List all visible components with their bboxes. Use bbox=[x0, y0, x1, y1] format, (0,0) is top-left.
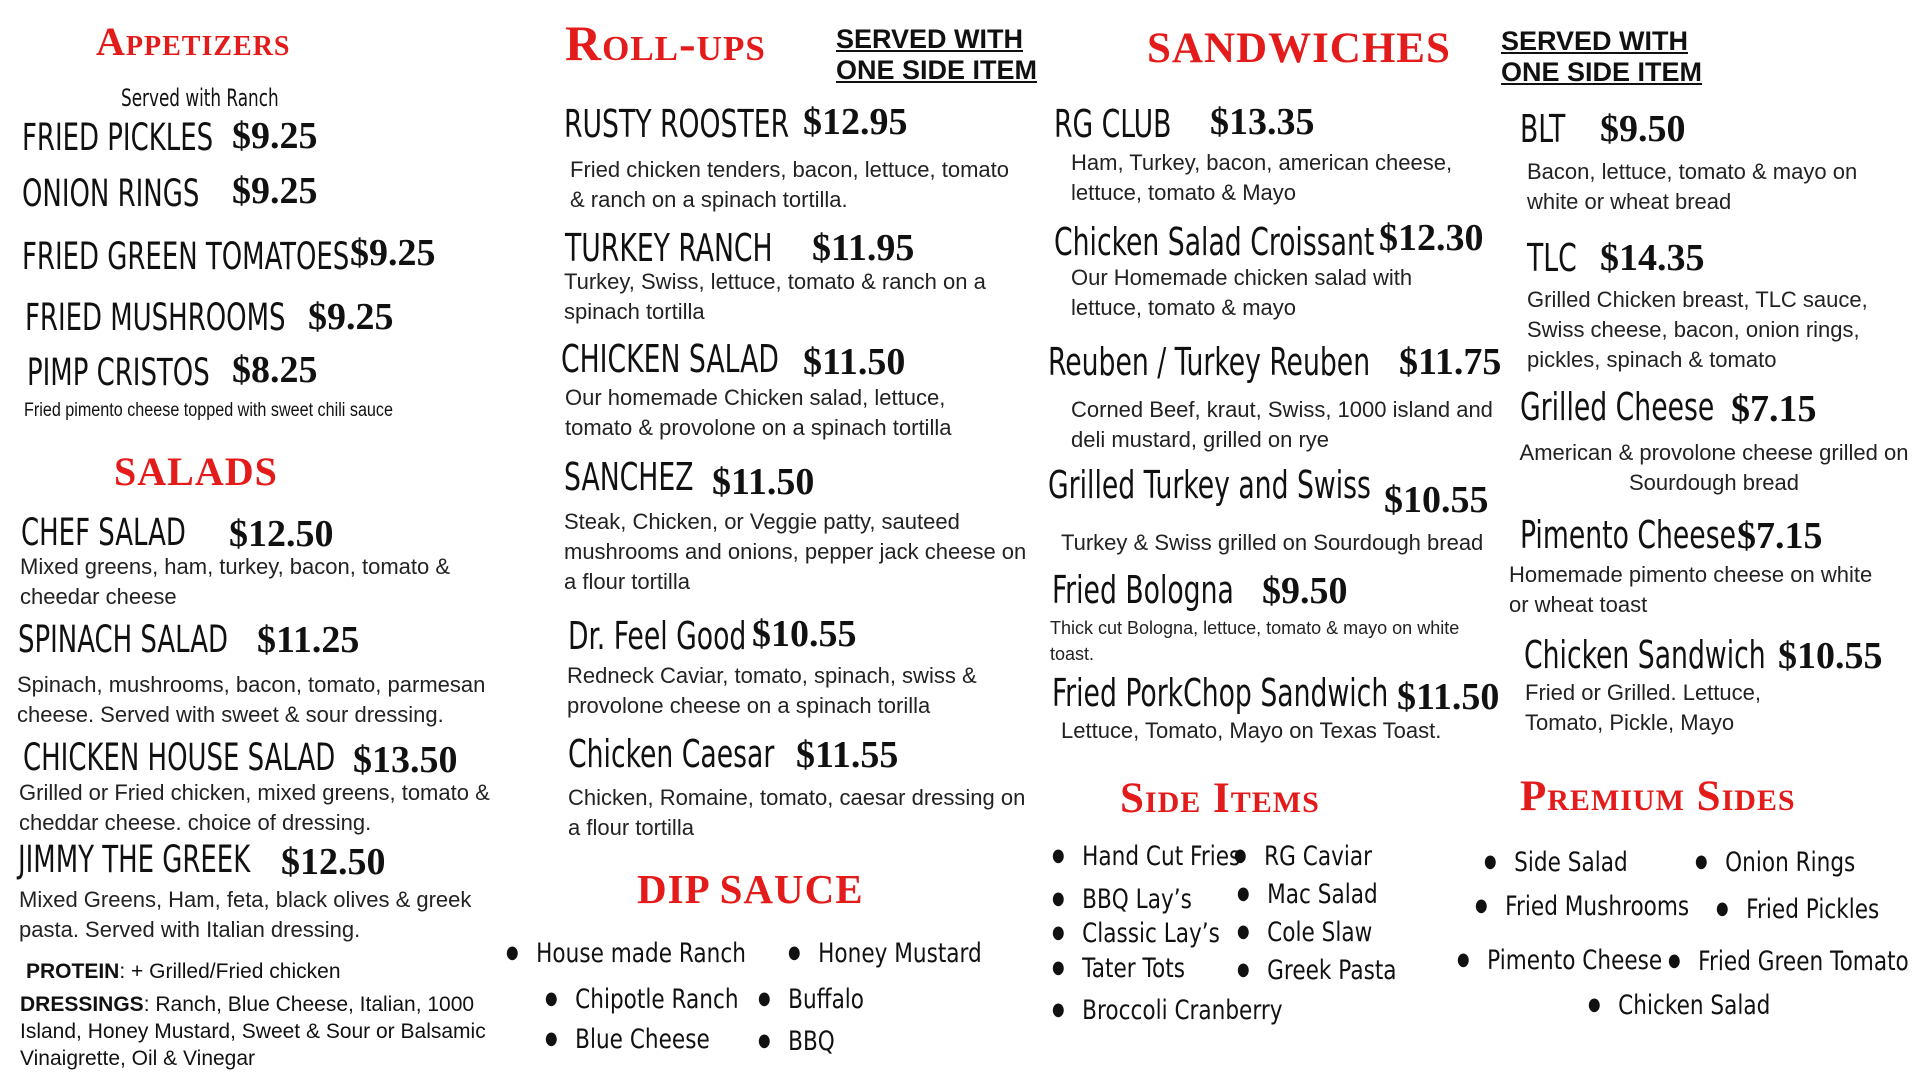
menu-item-name: Pimento Cheese bbox=[1520, 513, 1737, 557]
menu-item-desc: Lettuce, Tomato, Mayo on Texas Toast. bbox=[1061, 718, 1442, 743]
menu-item-price: $11.50 bbox=[803, 341, 906, 383]
menu-item-price: $13.35 bbox=[1210, 101, 1315, 143]
menu-item-price: $11.50 bbox=[712, 461, 815, 503]
menu-item-price: $12.50 bbox=[281, 841, 386, 883]
served-line-1: SERVED WITH bbox=[1501, 26, 1689, 56]
dressings-note bbox=[20, 991, 490, 1072]
menu-item-desc: Chicken, Romaine, tomato, caesar dressing on a flour tortilla bbox=[568, 785, 1026, 840]
menu-item-name: CHICKEN SALAD bbox=[561, 337, 779, 381]
menu-item-desc: Turkey & Swiss grilled on Sourdough bread bbox=[1061, 530, 1484, 555]
menu-item-desc: Our homemade Chicken salad, lettuce, tomato & provolone on a spinach tortilla bbox=[565, 385, 952, 440]
menu-item-desc: Fried chicken tenders, bacon, lettuce, tomato & ranch on a spinach tortilla. bbox=[570, 157, 1010, 212]
premium-side-item: ● Pimento Cheese bbox=[1457, 945, 1662, 976]
sandwiches-served-note-left bbox=[1501, 26, 1703, 88]
menu-item-name: PIMP CRISTOS bbox=[27, 351, 210, 394]
menu-item-name: Chicken Caesar bbox=[568, 732, 775, 776]
side-item: ● Mac Salad bbox=[1237, 879, 1378, 910]
appetizers-heading: Appetizers bbox=[96, 19, 291, 64]
menu-item-desc: American & provolone cheese grilled on Sourdough bread bbox=[1519, 440, 1909, 495]
appetizers-subtitle: Served with Ranch bbox=[121, 84, 279, 112]
dip-sauce-heading: DIP SAUCE bbox=[637, 866, 864, 912]
rollups-heading: Roll-ups bbox=[565, 15, 766, 71]
menu-item-price: $12.50 bbox=[229, 513, 334, 555]
menu-item-price: $10.55 bbox=[1778, 635, 1883, 677]
menu-item-desc: Spinach, mushrooms, bacon, tomato, parmesan cheese. Served with sweet & sour dressing. bbox=[17, 672, 486, 727]
side-items-heading: Side Items bbox=[1120, 775, 1320, 822]
menu-item-name: FRIED GREEN TOMATOES bbox=[22, 235, 350, 278]
menu-item-name: Reuben / Turkey Reuben bbox=[1048, 340, 1371, 384]
salads-heading: SALADS bbox=[114, 449, 278, 494]
premium-side-item: ● Chicken Salad bbox=[1588, 990, 1770, 1021]
menu-item-name: JIMMY THE GREEK bbox=[18, 838, 251, 881]
menu-item-name: RG CLUB bbox=[1054, 102, 1172, 146]
premium-side-item: ● Side Salad bbox=[1484, 847, 1628, 878]
menu-item-desc: Grilled or Fried chicken, mixed greens, tomato & cheddar cheese. choice of dressing. bbox=[19, 780, 490, 835]
menu-item-desc: Turkey, Swiss, lettuce, tomato & ranch on a spinach tortilla bbox=[564, 269, 986, 324]
menu-item-name: ONION RINGS bbox=[22, 172, 200, 215]
menu-item-name: TURKEY RANCH bbox=[565, 226, 773, 270]
menu-item-desc: Redneck Caviar, tomato, spinach, swiss & provolone cheese on a spinach torilla bbox=[567, 663, 977, 718]
menu-item-price: $9.50 bbox=[1600, 108, 1686, 150]
protein-text: : + Grilled/Fried chicken bbox=[119, 960, 341, 983]
side-item: ● RG Caviar bbox=[1234, 841, 1372, 872]
dip-sauce-item: ● Chipotle Ranch bbox=[545, 984, 739, 1015]
menu-item-desc: Ham, Turkey, bacon, american cheese, lettuce, tomato & Mayo bbox=[1071, 150, 1453, 205]
menu-item-price: $7.15 bbox=[1731, 388, 1817, 430]
dressings-text: : Ranch, Blue Cheese, Italian, 1000 Island, Honey Mustard, Sweet & Sour or Balsamic Vinaigrette, Oil & Vinegar bbox=[20, 993, 486, 1070]
menu-item-desc: Mixed Greens, Ham, feta, black olives & greek pasta. Served with Italian dressing. bbox=[19, 887, 472, 942]
side-item: ● Cole Slaw bbox=[1237, 917, 1372, 948]
menu-item-name: Grilled Turkey and Swiss bbox=[1048, 463, 1371, 507]
served-line-1: SERVED WITH bbox=[836, 24, 1024, 54]
dip-sauce-item: ● Honey Mustard bbox=[788, 938, 982, 969]
side-item: ● Classic Lay’s bbox=[1052, 918, 1220, 949]
rollups-served-note bbox=[836, 24, 1038, 86]
menu-item-price: $10.55 bbox=[752, 613, 857, 655]
menu-item-price: $11.75 bbox=[1399, 341, 1502, 383]
sandwiches-heading: SANDWICHES bbox=[1147, 25, 1451, 72]
side-item: ● Broccoli Cranberry bbox=[1052, 995, 1283, 1026]
menu-item-price: $12.95 bbox=[803, 101, 908, 143]
menu-item-price: $12.30 bbox=[1379, 217, 1484, 259]
menu-item-name: FRIED PICKLES bbox=[22, 116, 214, 159]
menu-item-price: $11.25 bbox=[257, 619, 360, 661]
menu-item-price: $9.25 bbox=[232, 115, 318, 157]
menu-item-desc: Thick cut Bologna, lettuce, tomato & mayo on white toast. bbox=[1050, 618, 1460, 664]
menu-item-name: Grilled Cheese bbox=[1520, 385, 1715, 429]
menu-item-name: CHEF SALAD bbox=[21, 511, 186, 554]
menu-item-price: $8.25 bbox=[232, 349, 318, 391]
side-item: ● Greek Pasta bbox=[1237, 955, 1397, 986]
menu-item-desc: Fried or Grilled. Lettuce, Tomato, Pickle, Mayo bbox=[1525, 680, 1761, 735]
menu-item-name: Chicken Sandwich bbox=[1524, 633, 1766, 677]
menu-item-name: RUSTY ROOSTER bbox=[564, 102, 790, 146]
menu-item-name: SPINACH SALAD bbox=[18, 618, 229, 661]
menu-item-price: $7.15 bbox=[1737, 515, 1823, 557]
served-line-2: ONE SIDE ITEM bbox=[836, 55, 1038, 85]
menu-item-name: SANCHEZ bbox=[564, 455, 694, 499]
dip-sauce-item: ● Buffalo bbox=[758, 984, 864, 1015]
dip-sauce-item: ● BBQ bbox=[758, 1026, 835, 1057]
menu-item-price: $11.50 bbox=[1397, 676, 1500, 718]
menu-item-price: $9.25 bbox=[232, 170, 318, 212]
menu-item-desc: Mixed greens, ham, turkey, bacon, tomato & cheedar cheese bbox=[20, 554, 451, 609]
menu-item-price: $11.55 bbox=[796, 734, 899, 776]
menu-item-name: FRIED MUSHROOMS bbox=[25, 296, 286, 339]
premium-sides-heading: Premium Sides bbox=[1520, 773, 1796, 820]
menu-item-name: BLT bbox=[1520, 107, 1566, 151]
menu-item-price: $13.50 bbox=[353, 739, 458, 781]
side-item: ● BBQ Lay’s bbox=[1052, 884, 1192, 915]
dip-sauce-item: ● Blue Cheese bbox=[545, 1024, 710, 1055]
premium-side-item: ● Fried Pickles bbox=[1716, 894, 1879, 925]
menu-item-price: $9.25 bbox=[350, 232, 436, 274]
side-item: ● Tater Tots bbox=[1052, 953, 1185, 984]
premium-side-item: ● Fried Mushrooms bbox=[1475, 891, 1689, 922]
protein-note bbox=[26, 958, 506, 985]
menu-item-price: $9.50 bbox=[1262, 570, 1348, 612]
menu-item-name: Chicken Salad Croissant bbox=[1054, 220, 1375, 264]
protein-label: PROTEIN bbox=[26, 960, 120, 983]
premium-side-item: ● Onion Rings bbox=[1695, 847, 1855, 878]
menu-item-price: $11.95 bbox=[812, 227, 915, 269]
menu-item-price: $14.35 bbox=[1600, 237, 1705, 279]
menu-item-name: Fried Bologna bbox=[1052, 568, 1234, 612]
menu-item-desc: Grilled Chicken breast, TLC sauce, Swiss cheese, bacon, onion rings, pickles, spinach & tomato bbox=[1527, 287, 1868, 372]
menu-item-desc: Our Homemade chicken salad with lettuce, tomato & mayo bbox=[1071, 265, 1413, 320]
premium-side-item: ● Fried Green Tomato bbox=[1668, 946, 1909, 977]
menu-item-name: Fried PorkChop Sandwich bbox=[1052, 671, 1389, 715]
menu-item-price: $10.55 bbox=[1384, 479, 1489, 521]
menu-item-desc: Steak, Chicken, or Veggie patty, sauteed mushrooms and onions, pepper jack cheese on a flour tortilla bbox=[564, 509, 1027, 594]
menu-item-desc: Bacon, lettuce, tomato & mayo on white or wheat bread bbox=[1527, 159, 1858, 214]
menu-item-desc: Homemade pimento cheese on white or wheat toast bbox=[1509, 562, 1873, 617]
menu-item-desc: Corned Beef, kraut, Swiss, 1000 island and deli mustard, grilled on rye bbox=[1071, 397, 1493, 452]
menu-item-price: $9.25 bbox=[308, 296, 394, 338]
menu-item-name: Dr. Feel Good bbox=[568, 614, 747, 658]
menu-item-name: CHICKEN HOUSE SALAD bbox=[23, 736, 336, 779]
dressings-label: DRESSINGS bbox=[20, 993, 144, 1016]
side-item: ● Hand Cut Fries bbox=[1052, 841, 1240, 872]
menu-item-desc: Fried pimento cheese topped with sweet chili sauce bbox=[24, 400, 393, 421]
dip-sauce-item: ● House made Ranch bbox=[506, 938, 746, 969]
menu-item-name: TLC bbox=[1527, 236, 1577, 280]
served-line-2: ONE SIDE ITEM bbox=[1501, 57, 1703, 87]
